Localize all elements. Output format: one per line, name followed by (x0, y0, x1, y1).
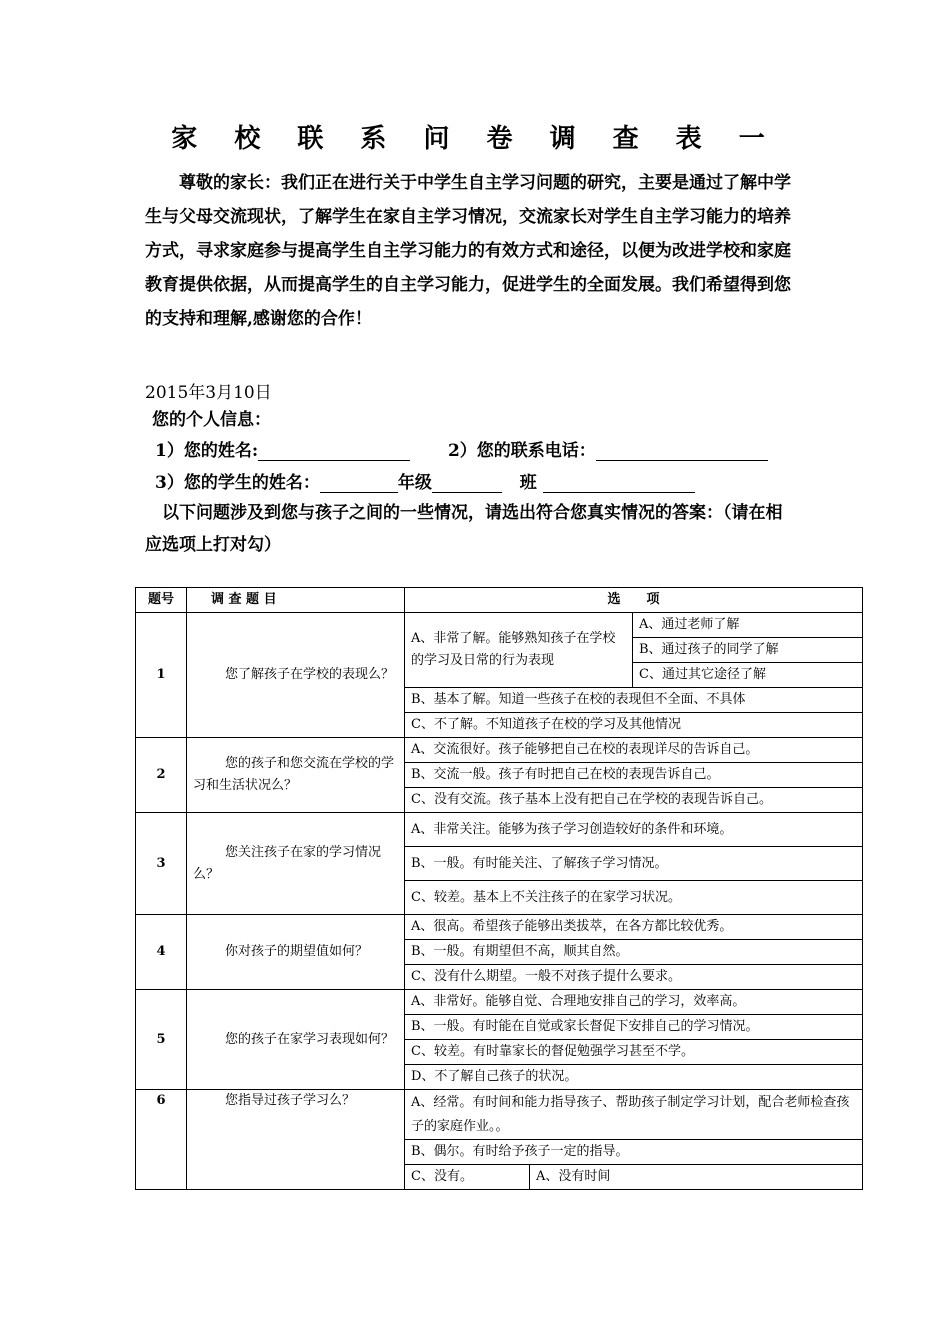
option-q1-c[interactable]: C、不了解。不知道孩子在校的学习及其他情况 (405, 713, 863, 738)
option-q5-d[interactable]: D、不了解自己孩子的状况。 (405, 1065, 863, 1090)
option-q6-c-sub-a[interactable]: A、没有时间 (530, 1165, 863, 1190)
question-number: 3 (136, 813, 187, 915)
intro-line: 教育提供依据，从而提高学生的自主学习能力，促进学生的全面发展。我们希望得到您 (145, 275, 791, 295)
class-field[interactable] (543, 474, 695, 493)
question-text: 你对孩子的期望值如何？ (187, 915, 405, 990)
option-q2-c[interactable]: C、没有交流。孩子基本上没有把自己在学校的表现告诉自己。 (405, 788, 863, 813)
option-q6-c[interactable]: C、没有。 (405, 1165, 530, 1190)
option-q2-b[interactable]: B、交流一般。孩子有时把自己在校的表现告诉自己。 (405, 763, 863, 788)
table-row (136, 915, 863, 940)
grade-label: 年级 (397, 473, 432, 493)
option-q1-a-sub-a[interactable]: A、通过老师了解 (633, 613, 863, 638)
table-row (136, 738, 863, 763)
name-field[interactable] (258, 442, 410, 461)
question-number: 2 (136, 738, 187, 813)
question-number: 5 (136, 990, 187, 1090)
option-q5-c[interactable]: C、较差。有时靠家长的督促勉强学习甚至不学。 (405, 1040, 863, 1065)
intro-line: 方式，寻求家庭参与提高学生自主学习能力的有效方式和途径，以便为改进学校和家庭 (145, 241, 791, 261)
option-q5-a[interactable]: A、非常好。能够自觉、合理地安排自己的学习，效率高。 (405, 990, 863, 1015)
option-q3-b[interactable]: B、一般。有时能关注、了解孩子学习情况。 (405, 847, 863, 881)
option-q1-a-sub-c[interactable]: C、通过其它途径了解 (633, 663, 863, 688)
option-q3-a[interactable]: A、非常关注。能够为孩子学习创造较好的条件和环境。 (405, 813, 863, 847)
intro-line: 生与父母交流现状，了解学生在家自主学习情况，交流家长对学生自主学习能力的培养 (145, 207, 791, 227)
header-number: 题号 (136, 588, 187, 613)
grade-field[interactable] (432, 474, 502, 493)
student-name-field[interactable] (320, 474, 398, 493)
header-question: 调 查 题 目 (187, 588, 405, 613)
option-q4-c[interactable]: C、没有什么期望。一般不对孩子提什么要求。 (405, 965, 863, 990)
header-options: 选 项 (405, 588, 863, 613)
option-q1-a[interactable]: A、非常了解。能够熟知孩子在学校的学习及日常的行为表现 (405, 613, 633, 688)
option-q5-b[interactable]: B、一般。有时能在自觉或家长督促下安排自己的学习情况。 (405, 1015, 863, 1040)
table-row (136, 1090, 863, 1140)
question-text: 您了解孩子在学校的表现么？ (187, 613, 405, 738)
question-number: 4 (136, 915, 187, 990)
table-header-row (136, 588, 863, 613)
question-number: 6 (136, 1090, 187, 1190)
question-number: 1 (136, 613, 187, 738)
phone-label: 2）您的联系电话： (447, 441, 596, 461)
table-row (136, 813, 863, 847)
personal-info-heading: 您的个人信息： (152, 410, 271, 430)
option-q4-a[interactable]: A、很高。希望孩子能够出类拔萃，在各方都比较优秀。 (405, 915, 863, 940)
phone-field[interactable] (596, 442, 768, 461)
survey-date: 2015年3月10日 (145, 383, 272, 403)
note-line: 以下问题涉及到您与孩子之间的一些情况，请选出符合您真实情况的答案：（请在相 (145, 503, 783, 523)
option-q1-b[interactable]: B、基本了解。知道一些孩子在校的表现但不全面、不具体 (405, 688, 863, 713)
student-name-label: 3）您的学生的姓名： (155, 473, 320, 493)
option-q2-a[interactable]: A、交流很好。孩子能够把自己在校的表现详尽的告诉自己。 (405, 738, 863, 763)
question-text: 您关注孩子在家的学习情况么？ (187, 813, 405, 915)
name-label: 1）您的姓名: (155, 441, 259, 461)
note-line: 应选项上打对勾） (145, 535, 281, 555)
question-text: 您的孩子和您交流在学校的学习和生活状况么？ (187, 738, 405, 813)
option-q1-a-sub-b[interactable]: B、通过孩子的同学了解 (633, 638, 863, 663)
intro-paragraph (145, 166, 865, 336)
option-q4-b[interactable]: B、一般。有期望但不高，顺其自然。 (405, 940, 863, 965)
intro-line: 尊敬的家长：我们正在进行关于中学生自主学习问题的研究，主要是通过了解中学 (145, 173, 791, 193)
question-text: 您的孩子在家学习表现如何？ (187, 990, 405, 1090)
class-label: 班 (519, 473, 537, 493)
survey-table (135, 587, 863, 1190)
instruction-note (145, 497, 865, 561)
intro-line: 的支持和理解,感谢您的合作！ (145, 309, 372, 329)
table-row (136, 990, 863, 1015)
question-text: 您指导过孩子学习么？ (187, 1090, 405, 1190)
option-q6-b[interactable]: B、偶尔。有时给予孩子一定的指导。 (405, 1140, 863, 1165)
option-q6-a[interactable]: A、经常。有时间和能力指导孩子、帮助孩子制定学习计划，配合老师检查孩子的家庭作业。。 (405, 1090, 863, 1140)
table-row (136, 613, 863, 638)
option-q3-c[interactable]: C、较差。基本上不关注孩子的在家学习状况。 (405, 881, 863, 915)
page-title: 家 校 联 系 问 卷 调 查 表 一 (171, 124, 779, 154)
info-line-2 (155, 468, 695, 493)
info-line-1 (155, 436, 768, 461)
